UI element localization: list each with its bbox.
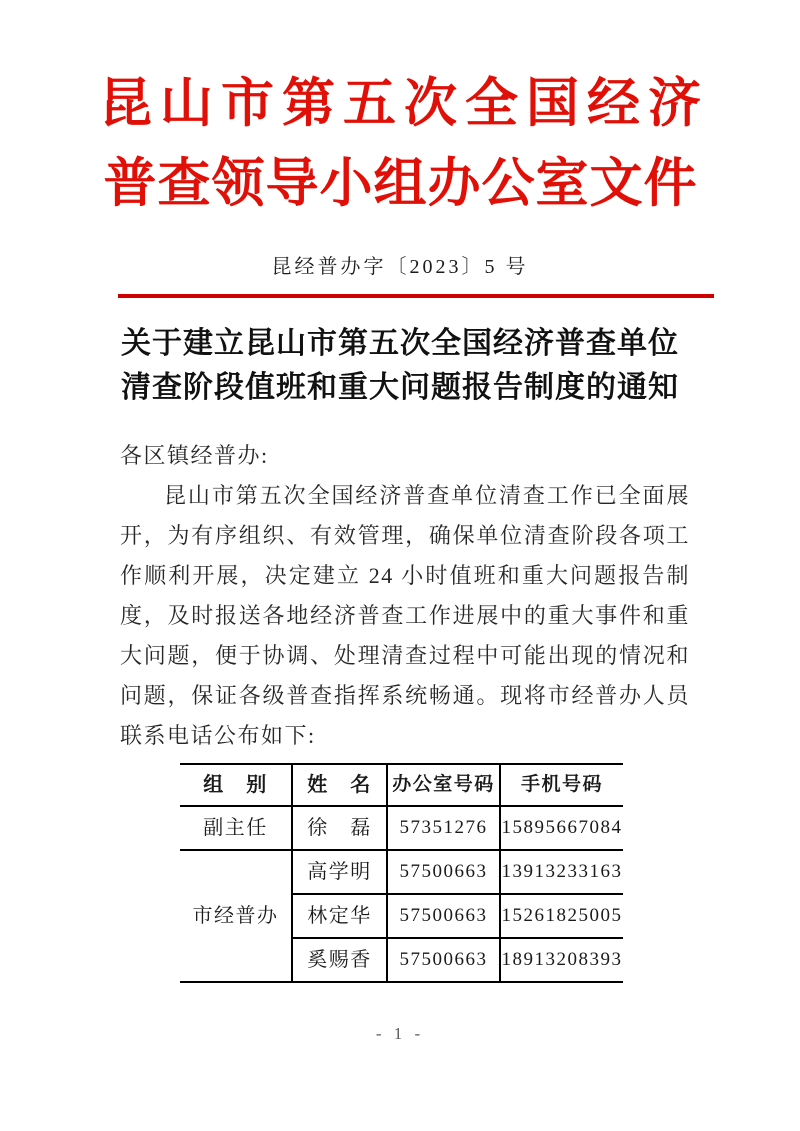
cell-office-phone: 57500663 xyxy=(387,938,500,982)
cell-name: 高学明 xyxy=(292,850,387,894)
table-row xyxy=(180,806,623,850)
document-number: 昆经普办字〔2023〕5 号 xyxy=(271,256,529,278)
cell-mobile-phone: 15261825005 xyxy=(500,894,623,938)
document-body xyxy=(120,436,690,983)
cell-name: 徐 磊 xyxy=(292,806,387,850)
cell-name: 奚赐香 xyxy=(292,938,387,982)
page-number: - 1 - xyxy=(375,1024,425,1043)
document-title-line-2: 清查阶段值班和重大问题报告制度的通知 xyxy=(121,371,679,404)
body-paragraph: 昆山市第五次全国经济普查单位清查工作已全面展开，为有序组织、有效管理，确保单位清查阶段各项工作顺利开展，决定建立 24 小时值班和重大问题报告制度，及时报送各地经济普查工作进展中的重大事件和重大问题，便于协调、处理清查过程中可能出现的情况和问题，保证各级普查指挥系统畅通。现将市经普办人员联系电话公布如下: xyxy=(120,483,690,748)
document-title-line-1: 关于建立昆山市第五次全国经济普查单位 xyxy=(121,327,679,360)
letterhead xyxy=(0,0,800,224)
letterhead-line-2: 普查领导小组办公室文件 xyxy=(103,155,698,213)
header-office-phone: 办公室号码 xyxy=(387,764,500,806)
contact-phone-table xyxy=(180,763,623,983)
cell-mobile-phone: 15895667084 xyxy=(500,806,623,850)
letterhead-line-1: 昆山市第五次全国经济 xyxy=(99,75,709,133)
header-group: 组 别 xyxy=(180,764,292,806)
cell-name: 林定华 xyxy=(292,894,387,938)
cell-mobile-phone: 18913208393 xyxy=(500,938,623,982)
cell-office-phone: 57500663 xyxy=(387,894,500,938)
cell-group-merged: 市经普办 xyxy=(180,850,292,982)
salutation: 各区镇经普办: xyxy=(120,443,269,468)
red-divider-rule xyxy=(118,294,714,298)
table-header-row xyxy=(180,764,623,806)
header-name: 姓 名 xyxy=(292,764,387,806)
document-title xyxy=(0,322,800,410)
cell-office-phone: 57500663 xyxy=(387,850,500,894)
header-mobile-phone: 手机号码 xyxy=(500,764,623,806)
cell-group: 副主任 xyxy=(180,806,292,850)
cell-mobile-phone: 13913233163 xyxy=(500,850,623,894)
cell-office-phone: 57351276 xyxy=(387,806,500,850)
table-row xyxy=(180,850,623,894)
